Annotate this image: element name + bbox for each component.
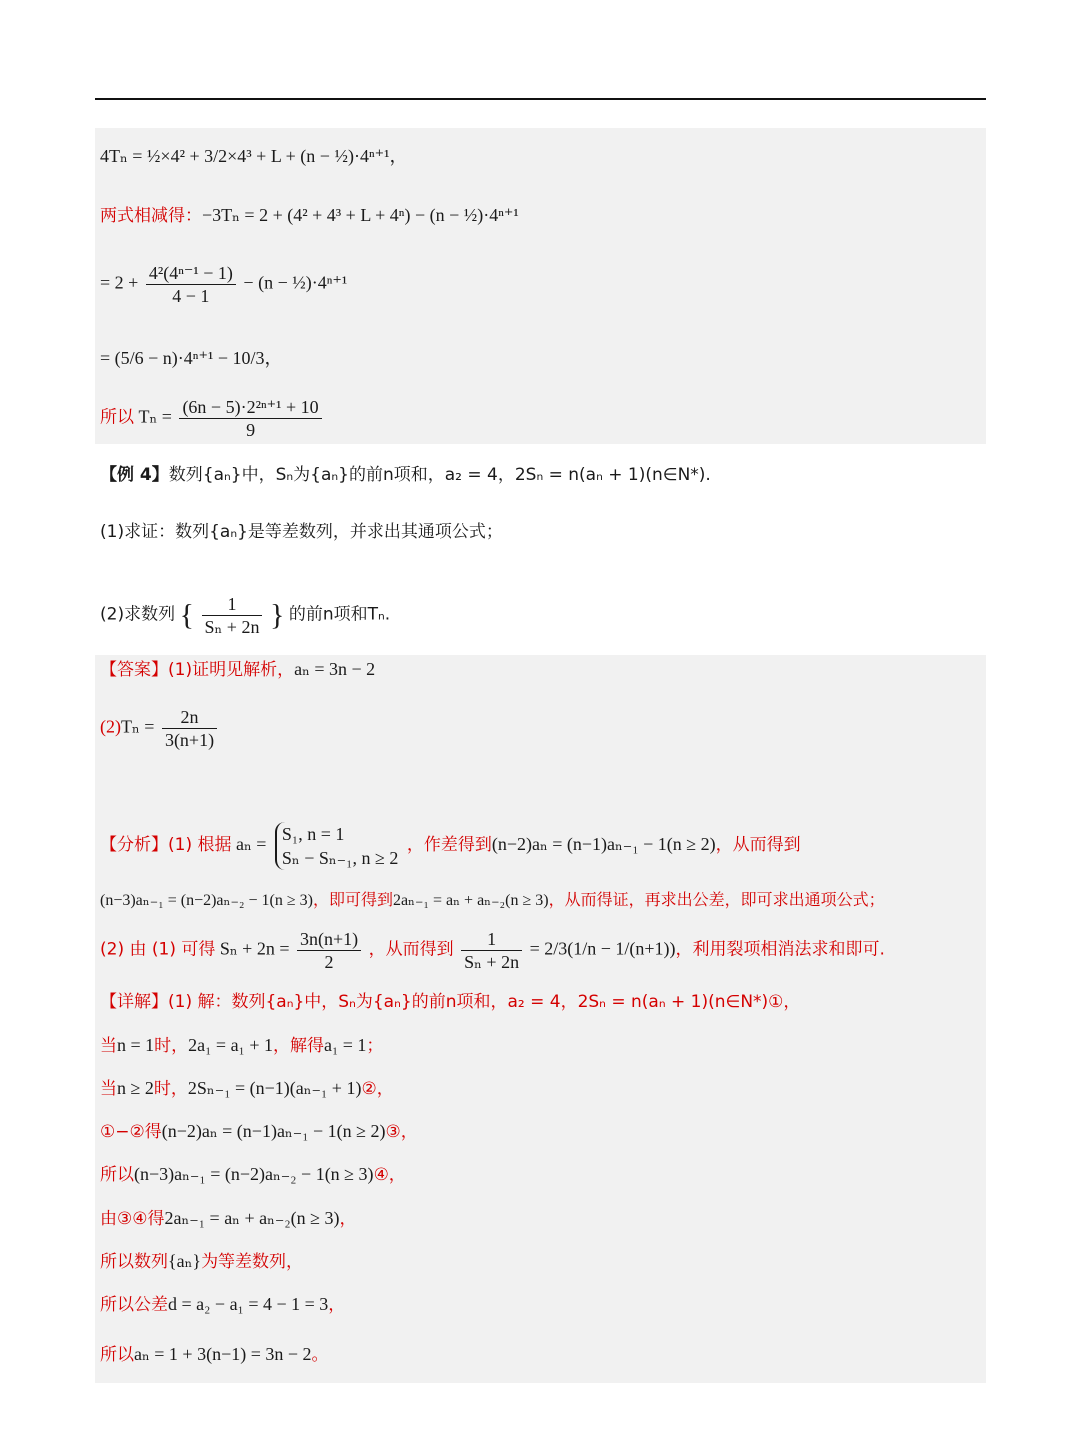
- analysis-p3-end: ，利用裂项相消法求和即可.: [675, 939, 885, 960]
- header-rule: [95, 98, 986, 100]
- detail-line-5: [100, 1163, 406, 1186]
- d2-e: ，解得: [273, 1036, 324, 1056]
- detail-line-6: [100, 1207, 357, 1230]
- line3-den: 4 − 1: [172, 286, 210, 306]
- answer-part2-prefix: (2): [100, 716, 121, 737]
- d7-a: 所以数列: [100, 1252, 168, 1272]
- analysis-p2-end: ，从而得证，再求出公差，即可求出通项公式；: [548, 890, 885, 909]
- answer-fraction: [162, 706, 217, 751]
- d2-g: ；: [366, 1036, 384, 1056]
- detail-line-7: [100, 1250, 303, 1273]
- d2-c: 时，: [154, 1036, 189, 1056]
- answer-part2-lhs: Tₙ =: [121, 716, 155, 737]
- subtract-formula: −3Tₙ = 2 + (4² + 4³ + L + 4ⁿ) − (n − ½)·4ⁿ⁺¹: [202, 205, 519, 225]
- example-stem: 数列{aₙ}中，Sₙ为{aₙ}的前n项和，a₂ = 4，2Sₙ = n(aₙ + 1)(n∈N*).: [168, 465, 711, 485]
- so-label: 所以: [100, 407, 134, 428]
- analysis-p3-mid: ，从而得到: [368, 939, 454, 960]
- case-2: Sₙ − Sₙ₋₁, n ≥ 2: [281, 848, 399, 868]
- analysis-p3-lhs: Sₙ + 2n =: [219, 938, 290, 959]
- answer-line-2: [100, 706, 220, 751]
- d2-a: 当: [100, 1036, 117, 1056]
- d6-b: 2aₙ₋₁ = aₙ + aₙ₋₂(n ≥ 3): [164, 1208, 340, 1228]
- answer-num: 2n: [162, 706, 217, 729]
- analysis-p1-prefix: (1) 根据: [168, 835, 232, 856]
- question-1: (1)求证：数列{aₙ}是等差数列，并求出其通项公式；: [100, 522, 503, 542]
- detail-line-1: [100, 990, 800, 1013]
- analysis-p3-den: 2: [324, 952, 334, 972]
- d6-a: 由③④得: [100, 1209, 165, 1229]
- piecewise-cases: [275, 822, 398, 870]
- d3-d: 2Sₙ₋₁ = (n−1)(aₙ₋₁ + 1): [187, 1078, 362, 1098]
- q2-den: Sₙ + 2n: [204, 617, 260, 637]
- d4-c: ③，: [385, 1122, 418, 1142]
- tn-fraction: [179, 396, 321, 441]
- d3-b: n ≥ 2: [117, 1078, 154, 1098]
- analysis-line-2: [100, 889, 885, 912]
- answer-formula-1: aₙ = 3n − 2: [294, 659, 376, 679]
- d8-a: 所以公差: [100, 1295, 168, 1315]
- d3-c: 时，: [153, 1079, 188, 1099]
- answer-den: 3(n+1): [164, 730, 215, 750]
- detail-line-4: [100, 1120, 418, 1143]
- d2-b: n = 1: [117, 1035, 155, 1055]
- analysis-p3-den2: Sₙ + 2n: [464, 952, 520, 972]
- d7-b: {aₙ}: [168, 1251, 202, 1271]
- d9-c: 。: [311, 1345, 329, 1365]
- analysis-p3-num2: 1: [461, 928, 522, 951]
- analysis-p2-formula2: 2aₙ₋₁ = aₙ + aₙ₋₂(n ≥ 3): [392, 892, 549, 909]
- q2-fraction: [202, 593, 263, 638]
- analysis-an-lhs: aₙ =: [235, 834, 267, 855]
- solution-line-1: 4Tₙ = ½×4² + 3/2×4³ + L + (n − ½)·4ⁿ⁺¹，: [100, 146, 408, 166]
- line3-suffix: − (n − ½)·4ⁿ⁺¹: [243, 272, 348, 293]
- line3-prefix: = 2 +: [100, 272, 139, 293]
- subtract-label: 两式相减得：: [100, 206, 202, 226]
- solution-line-2: [100, 204, 519, 227]
- q2-suffix: 的前n项和Tₙ.: [288, 604, 391, 625]
- detail-line-3: [100, 1077, 394, 1100]
- analysis-line-1: [100, 822, 801, 870]
- answer-panel: [95, 655, 986, 1383]
- analysis-p3-num: 3n(n+1): [297, 928, 361, 951]
- d8-b: d = a₂ − a₁ = 4 − 1 = 3: [168, 1294, 329, 1314]
- detail-line-2: [100, 1034, 383, 1057]
- analysis-label: 【分析】: [100, 835, 168, 856]
- d3-a: 当: [100, 1079, 117, 1099]
- d7-c: 为等差数列，: [201, 1252, 304, 1272]
- case-1: S₁, n = 1: [281, 824, 345, 844]
- d6-c: ，: [339, 1209, 357, 1229]
- solution-line-4: = (5/6 − n)·4ⁿ⁺¹ − 10/3，: [100, 348, 283, 368]
- analysis-p1-mid: ，作差得到: [406, 835, 492, 856]
- analysis-p3-prefix: (2) 由 (1) 可得: [100, 939, 216, 960]
- analysis-p3-fraction2: [461, 928, 522, 973]
- detail-label: 【详解】: [100, 992, 168, 1012]
- tn-den: 9: [246, 420, 256, 440]
- d9-b: aₙ = 1 + 3(n−1) = 3n − 2: [134, 1344, 312, 1364]
- analysis-p2-formula: (n−3)aₙ₋₁ = (n−2)aₙ₋₂ − 1(n ≥ 3): [100, 892, 313, 909]
- detail-line-9: [100, 1343, 329, 1366]
- d3-e: ②，: [361, 1079, 394, 1099]
- answer-label: 【答案】: [100, 660, 168, 680]
- d2-d: 2a₁ = a₁ + 1: [188, 1035, 273, 1055]
- detail-line-8: [100, 1293, 345, 1316]
- right-brace: }: [269, 598, 285, 632]
- d5-b: (n−3)aₙ₋₁ = (n−2)aₙ₋₂ − 1(n ≥ 3): [134, 1164, 374, 1184]
- left-brace: {: [179, 598, 194, 632]
- analysis-p3-fraction: [297, 928, 361, 973]
- line3-num: 4²(4ⁿ⁻¹ − 1): [146, 262, 236, 285]
- d9-a: 所以: [100, 1345, 134, 1365]
- analysis-p1-formula: (n−2)aₙ = (n−1)aₙ₋₁ − 1(n ≥ 2): [491, 834, 716, 855]
- q2-prefix: (2)求数列: [100, 604, 176, 625]
- d5-a: 所以: [100, 1165, 134, 1185]
- d4-b: (n−2)aₙ = (n−1)aₙ₋₁ − 1(n ≥ 2): [161, 1121, 386, 1141]
- example-stem-line: [100, 463, 711, 486]
- d4-a: ①−②得: [100, 1122, 162, 1142]
- d2-f: a₁ = 1: [324, 1035, 367, 1055]
- analysis-p1-end: ，从而得到: [715, 835, 801, 856]
- question-2: [100, 593, 390, 638]
- analysis-p2-mid: ，即可得到: [312, 890, 393, 909]
- answer-part1: (1)证明见解析，: [168, 660, 295, 680]
- tn-num: (6n − 5)·2²ⁿ⁺¹ + 10: [179, 396, 321, 419]
- example-title: 【例 4】: [100, 465, 169, 485]
- answer-line-1: [100, 658, 375, 681]
- d8-c: ，: [328, 1295, 346, 1315]
- analysis-p3-eq: = 2/3(1/n − 1/(n+1)): [529, 938, 676, 959]
- tn-lhs: Tₙ =: [138, 406, 172, 427]
- detail-d1: (1) 解：数列{aₙ}中，Sₙ为{aₙ}的前n项和，a₂ = 4，2Sₙ = n(aₙ + 1)(n∈N*)①，: [168, 992, 801, 1012]
- analysis-line-3: [100, 928, 885, 973]
- solution-line-3: [100, 262, 347, 307]
- q2-num: 1: [202, 593, 263, 616]
- line3-fraction: [146, 262, 236, 307]
- solution-line-5: [100, 396, 325, 441]
- d5-c: ④，: [373, 1165, 406, 1185]
